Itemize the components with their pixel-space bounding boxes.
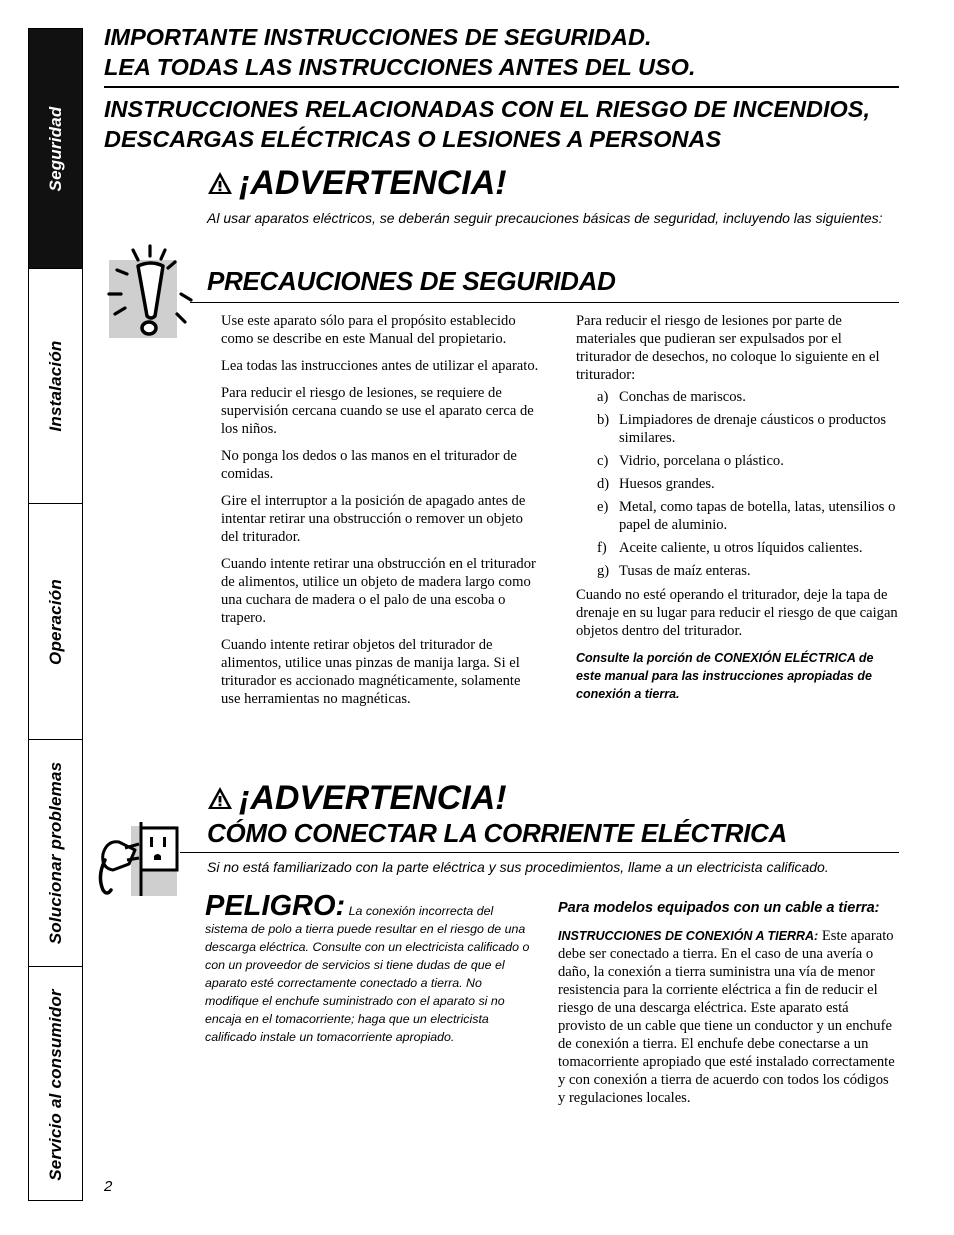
list-item: d) Huesos grandes. [597,476,715,492]
precaution-item: Use este aparato sólo para el propósito establecido como se describe en este Manual del propietario. [221,313,516,347]
list-item: b) Limpiadores de drenaje cáusticos o productos similares. [597,412,887,446]
plug-outlet-icon [95,820,181,903]
tab-solucionar-problemas[interactable] [29,740,82,967]
precaution-item: Cuando intente retirar objetos del triturador de alimentos, utilice unas pinzas de manija larga. Si el triturador es accionado magnéticamente, solamente use herramientas no magnéticas. [221,637,521,707]
tab-label: Operación [45,578,65,665]
right-intro: Para reducir el riesgo de lesiones por parte de materiales que pudieran ser expulsados por el triturador de desechos, no coloque lo siguiente en el triturador: [576,313,880,383]
title-line-2: LEA TODAS LAS INSTRUCCIONES ANTES DEL USO. [104,54,696,80]
danger-text: La conexión incorrecta del sistema de polo a tierra puede resultar en el riesgo de una descarga eléctrica. Consulte con un electricista calificado o con un proveedor de servicios si tiene dudas de que el aparato esté correctamente conectado a tierra. No modifique el enchufe suministrado con el aparato si no encaja en el tomacorriente; haga que un electricista calificado instale un tomacorriente apropiado. [205,904,530,1044]
electrical-note: Consulte la porción de CONEXIÓN ELÉCTRICA de este manual para las instrucciones apropiadas de conexión a tierra. [576,651,874,701]
tab-operacion[interactable] [29,504,82,740]
warning-triangle-icon [207,786,233,810]
tab-label: Seguridad [45,106,65,191]
precaution-item: No ponga los dedos o las manos en el triturador de comidas. [221,448,517,482]
warning-intro: Al usar aparatos eléctricos, se deberán seguir precauciones básicas de seguridad, incluyendo las siguientes: [207,210,883,226]
grounding-body: Este aparato debe ser conectado a tierra. En el caso de una avería o daño, la conexión a tierra suministra una vía de menor resistencia para la corriente eléctrica a fin de reducir el riesgo de una descarga eléctrica. Este aparato está provisto de un cable que tiene un conductor y un enchufe de conexión a tierra. El enchufe debe conectarse a un tomacorriente apropiado que esté instalado correctamente y con conexión a tierra de acuerdo con todos los códigos y regulaciones locales. [558,928,895,1106]
right-after: Cuando no esté operando el triturador, deje la tapa de drenaje en su lugar para reducir el riesgo de que caigan objetos dentro del triturador. [576,587,898,639]
section-tabs [28,28,83,1201]
precaution-item: Gire el interruptor a la posición de apagado antes de intentar retirar una obstrucción o remover un objeto del triturador. [221,493,526,545]
tab-instalacion[interactable] [29,269,82,504]
list-item: f) Aceite caliente, u otros líquidos calientes. [597,540,863,556]
grounding-text [558,927,898,1107]
do-not-insert-list [576,388,900,580]
tab-label: Solucionar problemas [45,761,65,945]
danger-label: PELIGRO: [205,890,346,922]
precautions-divider [190,302,899,303]
precautions-heading: PRECAUCIONES DE SEGURIDAD [207,266,616,296]
tab-seguridad[interactable] [29,29,82,269]
subtitle-line-2: DESCARGAS ELÉCTRICAS O LESIONES A PERSONAS [104,126,722,152]
warning-heading-2 [207,778,507,818]
electrical-divider [180,852,899,853]
electrical-intro: Si no está familiarizado con la parte eléctrica y sus procedimientos, llame a un electricista calificado. [207,859,829,875]
precaution-item: Lea todas las instrucciones antes de utilizar el aparato. [221,358,539,374]
precaution-item: Para reducir el riesgo de lesiones, se requiere de supervisión cercana cuando se use el aparato cerca de los niños. [221,385,534,437]
precautions-right-column [576,312,900,703]
warning-title: ¡ADVERTENCIA! [239,164,507,202]
tab-label: Servicio al consumidor [45,988,65,1181]
warning-heading [207,163,507,203]
tab-servicio-al-consumidor[interactable] [29,967,82,1202]
exclamation-burst-icon [105,244,193,345]
list-item: a) Conchas de mariscos. [597,389,746,405]
precaution-item: Cuando intente retirar una obstrucción en el triturador de alimentos, utilice un objeto de madera largo como una cuchara de madera o el palo de una escoba o trapero. [221,556,536,626]
title-line-1: IMPORTANTE INSTRUCCIONES DE SEGURIDAD. [104,24,652,50]
warning-title-2: ¡ADVERTENCIA! [239,779,507,817]
subtitle-line-1: INSTRUCCIONES RELACIONADAS CON EL RIESGO DE INCENDIOS, [104,96,870,122]
electrical-heading: CÓMO CONECTAR LA CORRIENTE ELÉCTRICA [207,818,787,848]
list-item: e) Metal, como tapas de botella, latas, utensilios o papel de aluminio. [597,499,896,533]
tab-label: Instalación [45,340,65,432]
page-title [104,22,899,82]
grounding-column [558,900,898,1107]
grounding-heading: Para modelos equipados con un cable a tierra: [558,900,880,916]
precautions-left-column [221,312,541,717]
title-divider [104,86,899,88]
page-number: 2 [104,1178,113,1195]
warning-triangle-icon [207,171,233,195]
list-item: g) Tusas de maíz enteras. [597,563,751,579]
danger-paragraph [205,890,530,1046]
list-item: c) Vidrio, porcelana o plástico. [597,453,784,469]
grounding-lead: INSTRUCCIONES DE CONEXIÓN A TIERRA: [558,929,819,943]
subtitle [104,94,899,154]
